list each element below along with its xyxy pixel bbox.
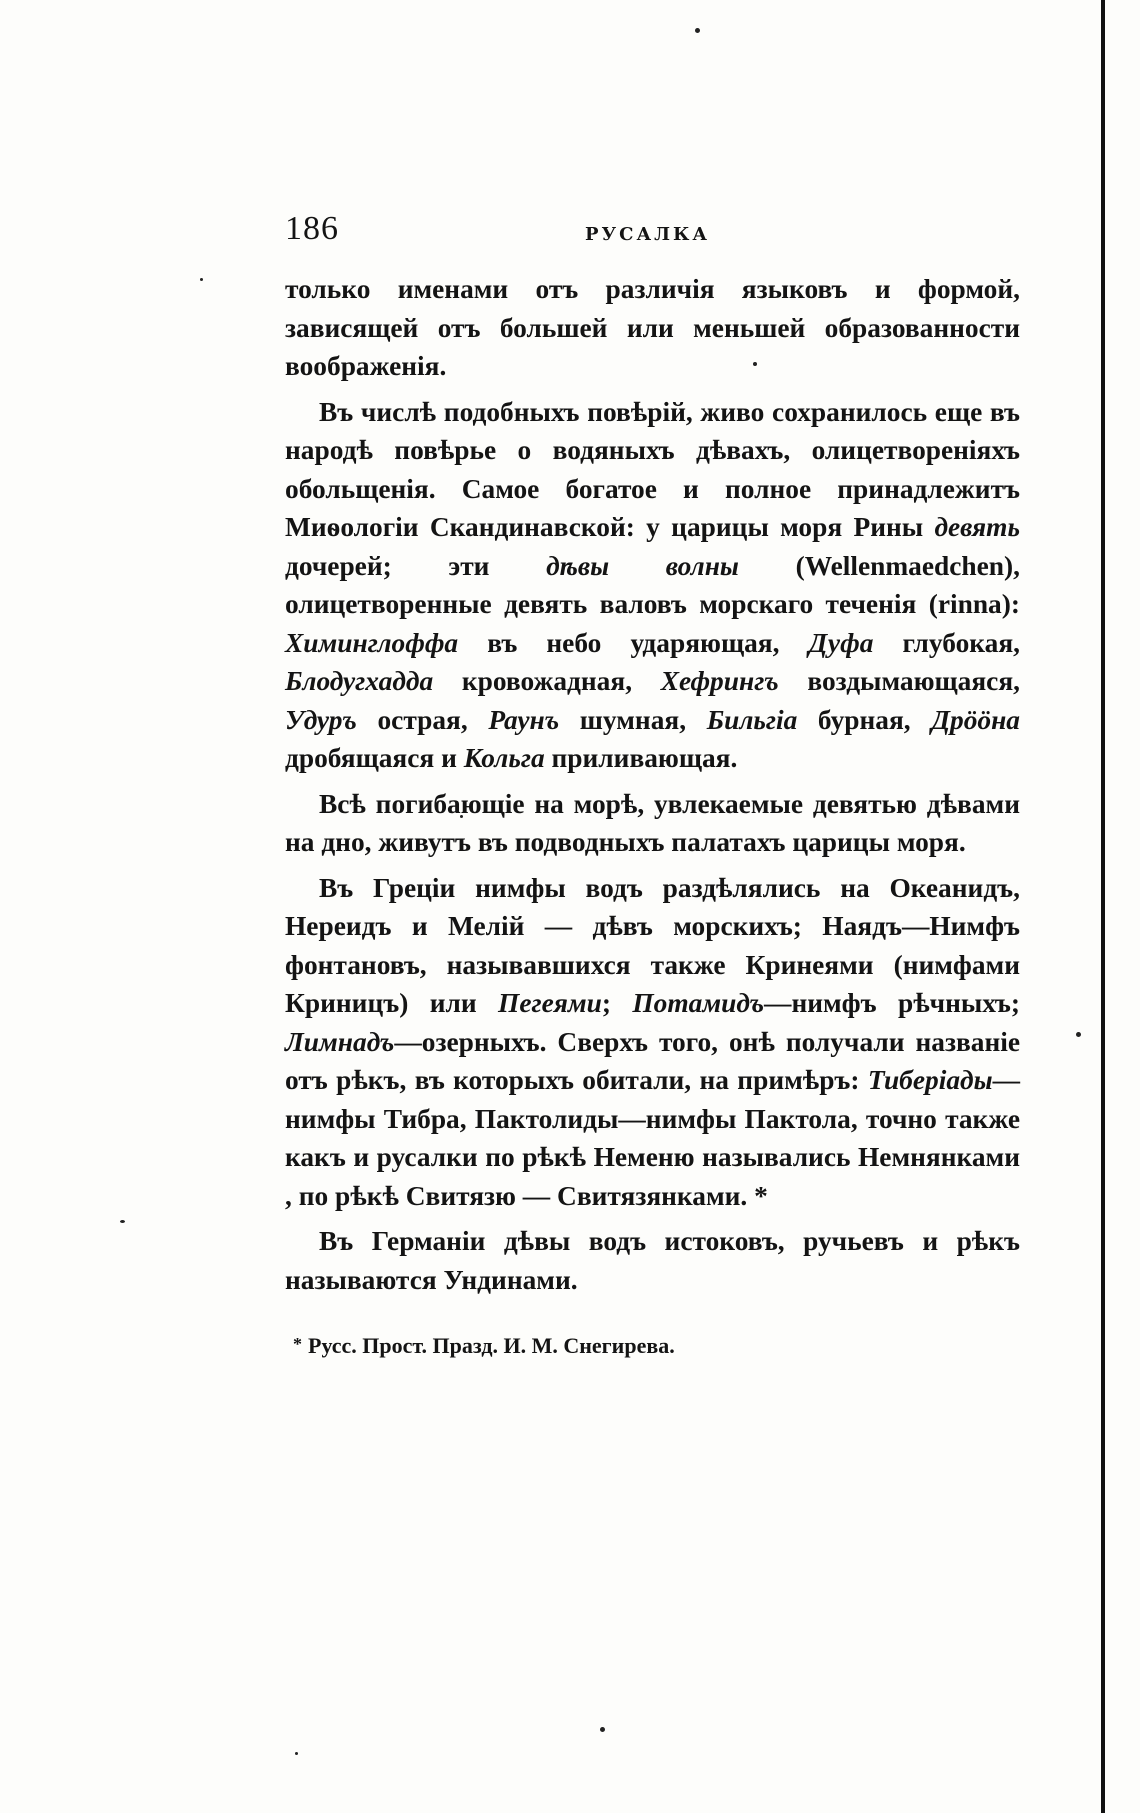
text-run: —нимфъ рѣчныхъ; (764, 988, 1020, 1018)
italic-run: Лимнадъ (285, 1026, 395, 1057)
text-run: приливающая. (544, 743, 738, 773)
italic-run: Потамидъ (632, 988, 765, 1018)
text-run: Въ Греціи нимфы водъ раздѣлялись на Океанидъ, Нереидъ и Мелій — дѣвъ морскихъ; Наядъ—Нимфъ фонтановъ, называвшихся также Кринеями (нимфами Криницъ) или (285, 872, 1020, 1018)
italic-run: Кольга (463, 743, 545, 773)
scan-speck (295, 1752, 298, 1755)
text-run: Въ Германіи дѣвы водъ истоковъ, ручьевъ и рѣкъ называются Ундинами. (285, 1226, 1020, 1295)
text-run: (Wellenmaedchen), олицетворенные девять валовъ морскаго теченія (rinna): (285, 550, 1020, 619)
scan-speck (120, 1220, 125, 1223)
italic-run: Дуфа (808, 627, 874, 658)
text-run: въ небо ударяющая, (458, 627, 809, 658)
italic-run: Тиберіады (867, 1065, 993, 1095)
italic-run: Хефрингъ (660, 666, 779, 696)
text-run: —нимфы Тибра, Пактолиды—нимфы Пактола, точно также какъ и русалки по рѣкѣ Неменю назывались Немнянками , по рѣкѣ Свитязю — Свитязянками. * (285, 1065, 1020, 1211)
text-run: шумная, (559, 704, 707, 735)
body-text (285, 270, 1020, 1299)
italic-run: Удуръ (285, 704, 357, 735)
paragraph-p5 (285, 1222, 1020, 1299)
italic-run: дѣвы волны (546, 550, 739, 581)
text-run: бурная, (797, 704, 932, 735)
text-run: воздымающаяся, (778, 666, 1020, 696)
paragraph-p1 (285, 270, 1020, 386)
paragraph-p3 (285, 785, 1020, 862)
text-run: —озерныхъ. Сверхъ того, онѣ получали названіе отъ рѣкъ, въ которыхъ обитали, на примѣръ: (285, 1026, 1020, 1095)
footnote-mark: * (293, 1334, 302, 1354)
text-run: глубокая, (873, 627, 1020, 658)
text-run: кровожадная, (433, 666, 661, 696)
text-run: дочерей; эти (285, 550, 547, 581)
italic-run: девять (934, 512, 1020, 542)
footnote-text: Русс. Прост. Празд. И. М. Снегирева. (308, 1333, 675, 1358)
scan-speck (600, 1727, 605, 1732)
text-run: дробящаяся и (285, 743, 464, 773)
text-run: ; (601, 988, 633, 1018)
page-header (285, 210, 1020, 270)
italic-run: Бильгіа (706, 704, 798, 735)
italic-run: Пегеями (498, 988, 602, 1018)
text-run: острая, (356, 704, 489, 735)
italic-run: Блодугхадда (285, 666, 434, 696)
running-title: РУСАЛКА (585, 224, 711, 245)
page-number: 186 (285, 210, 339, 247)
footnote (285, 1333, 1020, 1359)
scan-speck (695, 28, 700, 33)
scan-speck (1076, 1032, 1081, 1037)
scan-speck (200, 278, 203, 281)
text-run: только именами отъ различія языковъ и формой, зависящей отъ большей или меньшей образованности воображенія. (285, 274, 1020, 381)
italic-run: Химинглоффа (285, 627, 459, 658)
text-run: Всѣ погибающіе на морѣ, увлекаемые девятью дѣвами на дно, живутъ въ подводныхъ палатахъ царицы моря. (285, 788, 1020, 857)
italic-run: Раунъ (488, 704, 560, 735)
italic-run: Дрööна (931, 704, 1020, 735)
paragraph-p2 (285, 393, 1020, 778)
scan-edge-line (1101, 0, 1105, 1813)
paragraph-p4 (285, 869, 1020, 1216)
book-page (285, 210, 1020, 1359)
text-run: Въ числѣ подобныхъ повѣрій, живо сохранилось еще въ народѣ повѣрье о водяныхъ дѣвахъ, олицетвореніяхъ обольщенія. Самое богатое и полное принадлежитъ Миѳологіи Скандинавской: у царицы моря Рины (285, 396, 1020, 542)
